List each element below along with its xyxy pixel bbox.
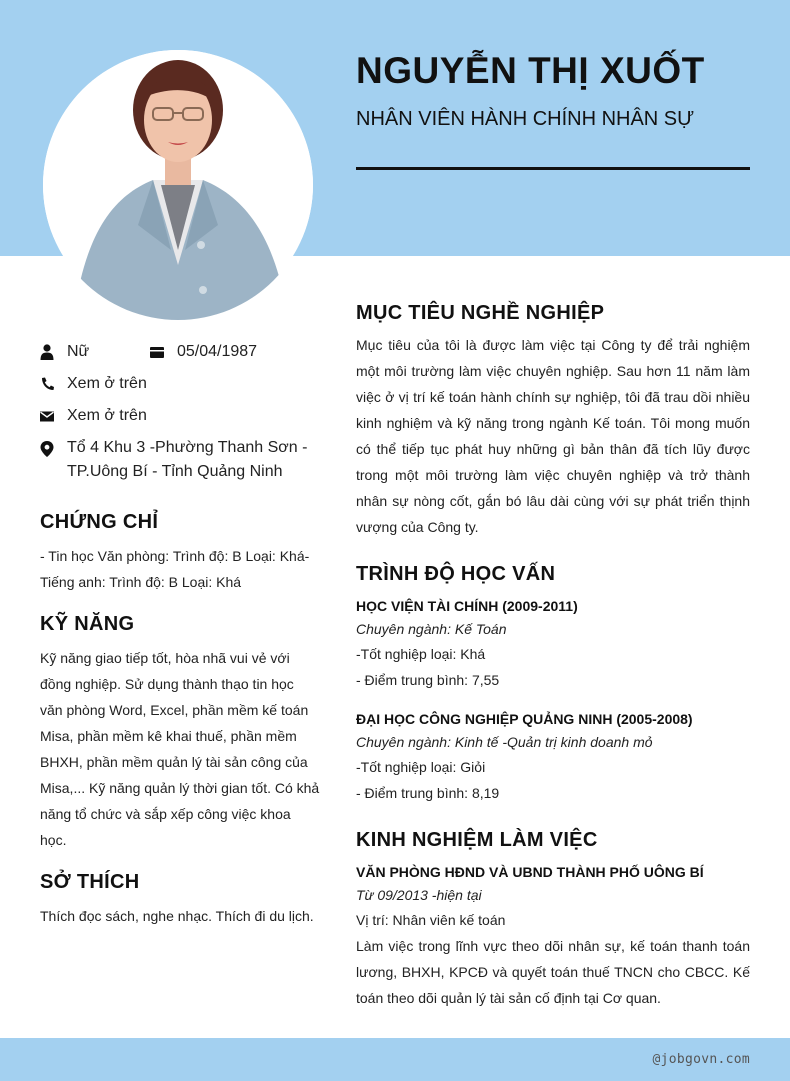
- gender-value: Nữ: [67, 343, 90, 360]
- location-pin-icon: [40, 440, 54, 458]
- skills-heading: KỸ NĂNG: [40, 613, 135, 635]
- certificates-heading: CHỨNG CHỈ: [40, 511, 159, 533]
- email-value: Xem ở trên: [67, 407, 147, 424]
- experience-description: Làm việc trong lĩnh vực theo dõi nhân sự, kế toán thanh toán lương, BHXH, KPCĐ và quyết toán thuế TNCN cho CBCC. Kế toán theo dõi quản lý tài sản cố định tại Cơ quan.: [356, 938, 750, 1006]
- job-title: NHÂN VIÊN HÀNH CHÍNH NHÂN SỰ: [356, 108, 695, 130]
- education-school-2: ĐẠI HỌC CÔNG NGHIỆP QUẢNG NINH (2005-2008): [356, 711, 693, 727]
- education-grade-2: -Tốt nghiệp loại: Giỏi: [356, 759, 486, 775]
- experience-period: Từ 09/2013 -hiện tại: [356, 887, 482, 903]
- experience-position: Vị trí: Nhân viên kế toán: [356, 912, 506, 928]
- objective-heading: MỤC TIÊU NGHỀ NGHIỆP: [356, 302, 605, 324]
- email-row: [40, 407, 147, 425]
- education-grade-1: -Tốt nghiệp loại: Khá: [356, 646, 486, 662]
- phone-row: [40, 375, 147, 393]
- dob-value: 05/04/1987: [177, 343, 258, 360]
- education-major-2: Chuyên ngành: Kinh tế -Quản trị kinh doanh mỏ: [356, 734, 653, 750]
- education-heading: TRÌNH ĐỘ HỌC VẤN: [356, 563, 556, 585]
- person-icon: [40, 343, 54, 361]
- phone-icon: [40, 375, 54, 393]
- experience-company: VĂN PHÒNG HĐND VÀ UBND THÀNH PHỐ UÔNG BÍ: [356, 864, 704, 880]
- skills-text: Kỹ năng giao tiếp tốt, hòa nhã vui vẻ với đồng nghiệp. Sử dụng thành thạo tin học văn phòng Word, Excel, phần mềm kế toán Misa, phần mềm kê khai thuế, phần mềm BHXH, phần mềm quản lý tài sản công của Misa,... Kỹ năng quản lý thời gian tốt. Có khả năng tổ chức và sắp xếp công việc khoa học.: [40, 650, 320, 848]
- address-row: [40, 436, 317, 484]
- education-gpa-2: - Điểm trung bình: 8,19: [356, 785, 500, 801]
- objective-text: Mục tiêu của tôi là được làm việc tại Công ty để trải nghiệm một môi trường làm việc chuyên nghiệp. Sau hơn 11 năm làm việc ở vị trí kế toán hành chính sự nghiệp, tôi đã trau dồi nhiều kinh nghiệm và kỹ năng trong ngành Kế toán. Tôi mong muốn có thể tiếp tục phát huy những gì bản thân đã tích lũy được trong một môi trường làm việc chuyên nghiệp và trở thành nhân sự nòng cốt, gắn bó lâu dài cùng với sự phát triển thịnh vượng của Công ty.: [356, 337, 750, 535]
- certificates-text: - Tin học Văn phòng: Trình độ: B Loại: Khá- Tiếng anh: Trình độ: B Loại: Khá: [40, 548, 310, 590]
- title-divider: [356, 167, 750, 170]
- dob-row: [150, 343, 257, 361]
- address-value: Tổ 4 Khu 3 -Phường Thanh Sơn - TP.Uông Bí - Tỉnh Quảng Ninh: [67, 439, 308, 480]
- hobbies-text: Thích đọc sách, nghe nhạc. Thích đi du lịch.: [40, 908, 314, 924]
- calendar-icon: [150, 343, 164, 361]
- phone-value: Xem ở trên: [67, 375, 147, 392]
- footer-watermark: @jobgovn.com: [652, 1052, 750, 1067]
- gender-row: [40, 343, 89, 361]
- education-school-1: HỌC VIỆN TÀI CHÍNH (2009-2011): [356, 598, 578, 614]
- portrait-illustration: [43, 50, 313, 320]
- hobbies-heading: SỞ THÍCH: [40, 871, 140, 893]
- candidate-name: NGUYỄN THỊ XUỐT: [356, 50, 705, 91]
- mail-icon: [40, 407, 54, 425]
- education-gpa-1: - Điểm trung bình: 7,55: [356, 672, 500, 688]
- profile-photo: [43, 50, 313, 320]
- experience-heading: KINH NGHIỆM LÀM VIỆC: [356, 829, 598, 851]
- education-major-1: Chuyên ngành: Kế Toán: [356, 621, 507, 637]
